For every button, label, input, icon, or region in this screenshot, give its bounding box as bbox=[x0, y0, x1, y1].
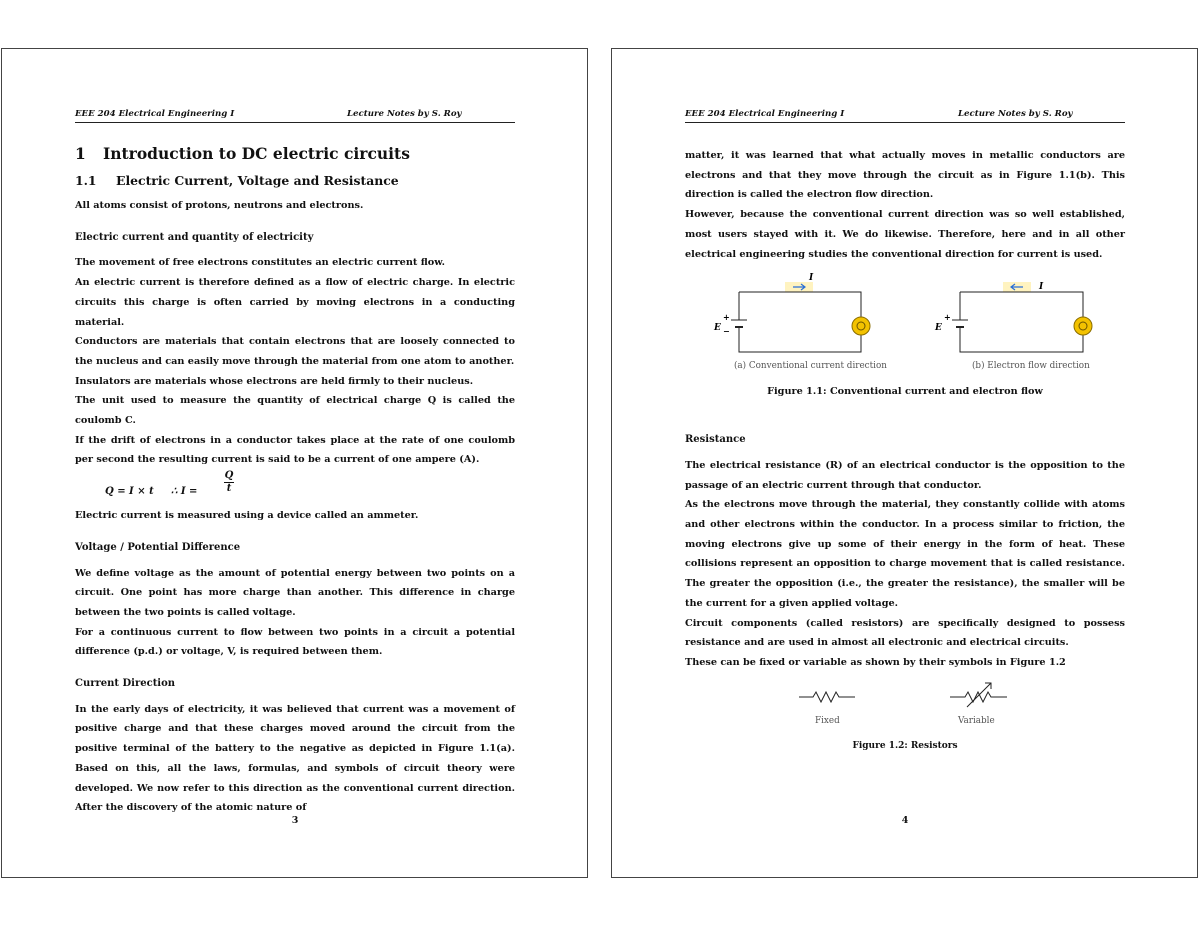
emf-label: E bbox=[714, 323, 721, 334]
svg-text:−: − bbox=[723, 326, 730, 337]
paragraph: All atoms consist of protons, neutrons and electrons. bbox=[75, 200, 364, 211]
paragraph: In the early days of electricity, it was believed that current was a movement of positive charge and that these charges moved around the circuit from the positive terminal of the battery to the negative as depicted in Figure 1.1(a). Based on this, all the laws, formulas, and symbols of circuit theory were developed. We now refer to this direction as the conventional current direction. After the discovery of the atomic nature of bbox=[75, 703, 515, 814]
paragraph: We define voltage as the amount of potential energy between two points on a circuit. One point has more charge than another. This difference in charge between the two points is called voltage. bbox=[75, 567, 515, 618]
fraction-denominator: t bbox=[226, 483, 232, 495]
paragraph: However, because the conventional current direction was so well established, most users stayed with it. We do likewise. Therefore, here and in all other electrical engineering studies the conventional direction for current is used. bbox=[685, 209, 1125, 260]
page-number: 4 bbox=[901, 815, 909, 826]
current-label: I bbox=[809, 273, 814, 284]
page-3 bbox=[1, 48, 588, 878]
heading-current-direction: Current Direction bbox=[75, 678, 176, 690]
formula-i: ∴ I = bbox=[171, 486, 198, 498]
section-heading: 1 Introduction to DC electric circuits bbox=[75, 144, 410, 163]
paragraph: The movement of free electrons constitutes an electric current flow. bbox=[75, 257, 445, 269]
paragraph: Conductors are materials that contain electrons that are loosely connected to the nucleus and can easily move through the material from one atom to another. bbox=[75, 336, 515, 367]
fixed-resistor-icon bbox=[799, 692, 855, 702]
paragraph: For a continuous current to flow between two points in a circuit a potential difference (p.d.) or voltage, V, is required between them. bbox=[75, 626, 515, 658]
paragraph: An electric current is therefore defined as a flow of electric charge. In electric circuits this charge is often carried by moving electrons in a conducting material. bbox=[75, 277, 515, 328]
page-body bbox=[75, 137, 515, 818]
svg-text:+: + bbox=[723, 312, 730, 323]
figure-caption: Figure 1.1: Conventional current and electron flow bbox=[767, 386, 1043, 398]
page-number: 3 bbox=[291, 815, 299, 826]
figure-1-2 bbox=[685, 679, 1125, 771]
circuit-conventional bbox=[713, 273, 870, 352]
formula-fraction bbox=[224, 470, 234, 495]
heading-voltage: Voltage / Potential Difference bbox=[75, 541, 241, 553]
paragraph: As the electrons move through the material, they constantly collide with atoms and other electrons within the conductor. In a process similar to friction, the moving electrons give up some of their energy in the form of heat. These collisions represent an opposition to charge movement that is called resistance. The greater the opposition (i.e., the greater the resistance), the smaller will be the current for a given applied voltage. bbox=[685, 499, 1125, 609]
svg-text:+: + bbox=[944, 312, 951, 323]
figure-caption: Figure 1.2: Resistors bbox=[852, 740, 958, 751]
page-header bbox=[75, 109, 515, 123]
lamp-icon bbox=[852, 317, 870, 335]
subsection-heading: 1.1 Electric Current, Voltage and Resistance bbox=[75, 173, 399, 188]
paragraph: matter, it was learned that what actually moves in metallic conductors are electrons and that they move through the circuit as in Figure 1.1(b). This direction is called the electron flow direction. bbox=[685, 150, 1125, 201]
page-header bbox=[685, 109, 1125, 123]
header-course: EEE 204 Electrical Engineering I bbox=[685, 109, 845, 119]
paragraph: These can be fixed or variable as shown by their symbols in Figure 1.2 bbox=[685, 656, 1066, 668]
paragraph: The electrical resistance (R) of an electrical conductor is the opposition to the passage of an electric current through that conductor. bbox=[685, 459, 1125, 491]
circuit-electron-flow bbox=[934, 282, 1092, 352]
fraction-numerator: Q bbox=[224, 470, 234, 482]
variable-resistor-icon bbox=[950, 683, 1007, 707]
paragraph: Insulators are materials whose electrons are held firmly to their nucleus. bbox=[75, 375, 474, 387]
header-author: Lecture Notes by S. Roy bbox=[958, 109, 1073, 119]
page-body bbox=[685, 146, 1125, 771]
lamp-icon bbox=[1074, 317, 1092, 335]
subcaption-a: (a) Conventional current direction bbox=[734, 361, 887, 372]
page-4 bbox=[611, 48, 1198, 878]
variable-label: Variable bbox=[958, 715, 995, 726]
formula-q: Q = I × t bbox=[105, 486, 154, 498]
fixed-label: Fixed bbox=[815, 715, 840, 726]
paragraph: If the drift of electrons in a conductor takes place at the rate of one coulomb per second the resulting current is said to be a current of one ampere (A). bbox=[75, 434, 515, 466]
current-label: I bbox=[1039, 282, 1044, 293]
subcaption-b: (b) Electron flow direction bbox=[972, 361, 1090, 372]
paragraph: Electric current is measured using a device called an ammeter. bbox=[75, 510, 419, 522]
paragraph: Circuit components (called resistors) are specifically designed to possess resistance and are used in almost all electronic and electrical circuits. bbox=[685, 617, 1125, 649]
emf-label: E bbox=[935, 323, 942, 334]
resistor-symbols bbox=[685, 679, 1127, 739]
heading-electric-current: Electric current and quantity of electricity bbox=[75, 231, 314, 243]
heading-resistance: Resistance bbox=[685, 434, 746, 446]
paragraph: The unit used to measure the quantity of electrical charge Q is called the coulomb C. bbox=[75, 395, 515, 427]
header-author: Lecture Notes by S. Roy bbox=[347, 109, 462, 119]
header-course: EEE 204 Electrical Engineering I bbox=[75, 109, 235, 119]
charge-formula bbox=[105, 470, 515, 506]
figure-1-1 bbox=[685, 272, 1125, 406]
